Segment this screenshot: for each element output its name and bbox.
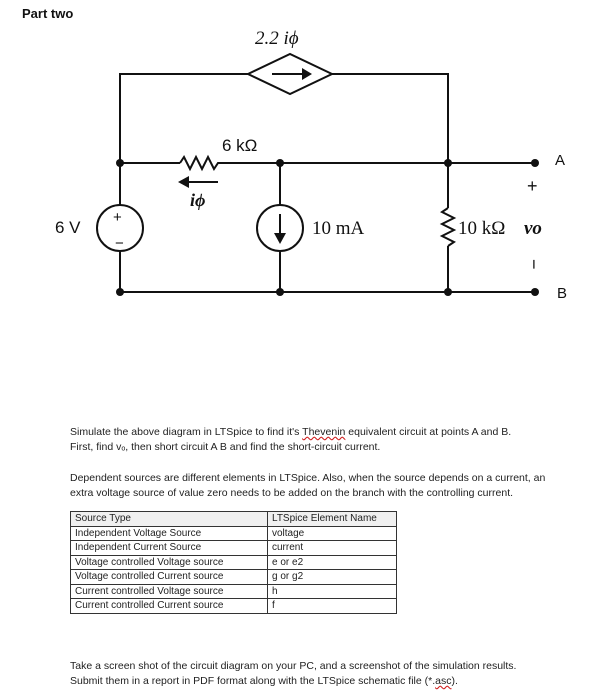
table-row (71, 584, 397, 599)
table-cell: Voltage controlled Current source (71, 570, 268, 585)
table-header-row (71, 512, 397, 527)
misspelled-word: Thevenin (302, 426, 346, 438)
instructions-paragraph-1 (70, 425, 570, 455)
dependent-source-label: 2.2 iϕ (255, 28, 299, 49)
table-cell: h (268, 584, 397, 599)
instructions-line2: First, find vₒ, then short circuit A B and find the short-circuit current. (70, 441, 381, 453)
dependent-source-diamond (248, 54, 332, 94)
output-voltage-label: vo (524, 218, 542, 239)
table-row (71, 570, 397, 585)
table-cell: voltage (268, 526, 397, 541)
instructions-line1-start: Simulate the above diagram in LTSpice to find it's (70, 426, 303, 438)
instructions-p3-line2-end: ). (451, 675, 458, 687)
resistor-6k-label: 6 kΩ (222, 136, 258, 155)
table-cell: e or e2 (268, 555, 397, 570)
table-row (71, 526, 397, 541)
output-minus: − (524, 259, 544, 270)
table-row (71, 541, 397, 556)
instructions-paragraph-3 (70, 659, 570, 689)
output-plus: + (527, 176, 538, 196)
voltage-source-label: 6 V (55, 218, 81, 237)
table-cell: g or g2 (268, 570, 397, 585)
voltage-source-plus: + (113, 209, 122, 226)
node-b-label: B (557, 285, 568, 302)
current-arrow-icon (178, 176, 218, 188)
instructions-paragraph-2: Dependent sources are different elements in LTSpice. Also, when the source depends on a current, an extra voltage source of value zero needs to be added on the branch with the controlling current. (70, 472, 546, 499)
table-header-cell: LTSpice Element Name (268, 512, 397, 527)
table-cell: Independent Voltage Source (71, 526, 268, 541)
table-cell: Independent Current Source (71, 541, 268, 556)
instructions-line1-end: equivalent circuit at points A and B. (345, 426, 512, 438)
resistor-10k-label: 10 kΩ (458, 218, 506, 239)
file-extension: asc (435, 675, 452, 687)
current-source (257, 205, 303, 251)
voltage-source-minus: − (115, 235, 124, 252)
current-label: iϕ (190, 190, 206, 210)
table-cell: Current controlled Current source (71, 599, 268, 614)
current-source-label: 10 mA (312, 218, 365, 239)
page-heading: Part two (22, 6, 74, 21)
resistor-6k (180, 157, 222, 169)
table-cell: Voltage controlled Voltage source (71, 555, 268, 570)
source-mapping-table (70, 511, 397, 614)
table-cell: current (268, 541, 397, 556)
instructions-p3-line2-start: Submit them in a report in PDF format along with the LTSpice schematic file (*. (70, 675, 436, 687)
table-row (71, 599, 397, 614)
resistor-10k (442, 208, 454, 246)
table-cell: Current controlled Voltage source (71, 584, 268, 599)
node-a-label: A (555, 152, 566, 169)
instructions-p3-line1: Take a screen shot of the circuit diagram on your PC, and a screenshot of the simulation results. (70, 660, 517, 672)
table-row (71, 555, 397, 570)
table-cell: f (268, 599, 397, 614)
table-header-cell: Source Type (71, 512, 268, 527)
